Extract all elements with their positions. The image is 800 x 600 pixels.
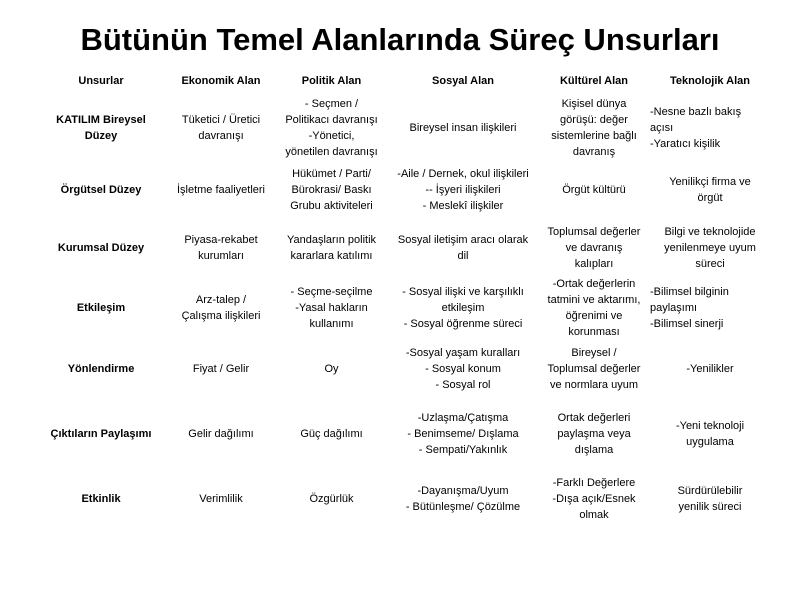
header-teknolojik-alan: Teknolojik Alan (669, 75, 751, 87)
table-cell: -Uzlaşma/Çatışma - Benimseme/ Dışlama - Sempati/Yakınlık (407, 412, 519, 456)
table-cell: -Dayanışma/Uyum - Bütünleşme/ Çözülme (405, 485, 521, 513)
table-cell: Verimlilik (199, 493, 243, 505)
table-cell: -Nesne bazlı bakış açısı -Yaratıcı kişilik (650, 106, 742, 150)
table-cell: -Farklı Değerlere -Dışa açık/Esnek olmak (552, 477, 636, 521)
table-row (35, 220, 770, 276)
row-label: Çıktıların Paylaşımı (50, 428, 152, 440)
table-cell: Toplumsal değerler ve davranış kalıpları (547, 226, 641, 270)
table-cell: Örgüt kültürü (562, 184, 626, 196)
table-row (35, 340, 770, 398)
table-cell: -Ortak değerlerin tatmini ve aktarımı, öğrenimi ve korunması (547, 278, 641, 338)
header-sosyal-alan: Sosyal Alan (432, 75, 494, 87)
table-cell: Piyasa-rekabet kurumları (184, 234, 258, 262)
table-row (35, 470, 770, 528)
table-cell: - Seçme-seçilme -Yasal hakların kullanımı (290, 286, 373, 330)
row-label: Kurumsal Düzey (57, 242, 145, 254)
table-cell: Fiyat / Gelir (192, 363, 250, 375)
table-cell: İşletme faaliyetleri (176, 184, 266, 196)
row-label: KATILIM Bireysel Düzey (56, 114, 146, 142)
table-row (35, 398, 770, 470)
table-cell: Yenilikçi firma ve örgüt (669, 176, 751, 204)
table-cell: Bilgi ve teknolojide yenilenmeye uyum süreci (664, 226, 756, 270)
row-label: Örgütsel Düzey (60, 184, 142, 196)
header-politik-alan: Politik Alan (301, 75, 362, 87)
table-cell: -Aile / Dernek, okul ilişkileri -- İşyeri ilişkileri - Meslekî ilişkiler (397, 168, 529, 212)
table-cell: -Sosyal yaşam kuralları - Sosyal konum - Sosyal rol (405, 347, 521, 391)
table-cell: - Sosyal ilişki ve karşılıklı etkileşim - Sosyal öğrenme süreci (402, 286, 524, 330)
table-cell: -Yeni teknoloji uygulama (675, 420, 745, 448)
table-cell: Güç dağılımı (300, 428, 363, 440)
table-cell: Bireysel / Toplumsal değerler ve normlara uyum (547, 347, 641, 391)
table-row (35, 96, 770, 160)
table-cell: -Yenilikler (686, 363, 734, 375)
table-cell: Özgürlük (309, 493, 354, 505)
table-cell: Gelir dağılımı (188, 428, 254, 440)
table-cell: -Bilimsel bilginin paylaşımı -Bilimsel sinerji (650, 286, 729, 330)
table-cell: Ortak değerleri paylaşma veya dışlama (557, 412, 631, 456)
table-cell: Tüketici / Üretici davranışı (181, 114, 261, 142)
table-cell: Sürdürülebilir yenilik süreci (677, 485, 743, 513)
row-label: Etkinlik (81, 493, 121, 505)
process-elements-table (35, 66, 770, 528)
table-cell: Sosyal iletişim aracı olarak dil (397, 234, 529, 262)
table-row (35, 276, 770, 340)
table-cell: Arz-talep / Çalışma ilişkileri (181, 294, 261, 322)
row-label: Etkileşim (76, 302, 126, 314)
table-cell: - Seçmen / Politikacı davranışı -Yönetici, yönetilen davranışı (285, 98, 378, 158)
header-kulturel-alan: Kültürel Alan (559, 75, 629, 87)
row-label: Yönlendirme (67, 363, 135, 375)
header-ekonomik-alan: Ekonomik Alan (181, 75, 261, 87)
table-cell: Bireysel insan ilişkileri (409, 122, 517, 134)
table-cell: Oy (324, 363, 339, 375)
table-row (35, 160, 770, 220)
table-cell: Yandaşların politik kararlara katılımı (286, 234, 377, 262)
table-cell: Hükümet / Parti/ Bürokrasi/ Baskı Grubu aktiviteleri (290, 168, 373, 212)
table-header-row (35, 66, 770, 96)
table-cell: Kişisel dünya görüşü: değer sistemlerine bağlı davranış (551, 98, 637, 158)
header-unsurlar: Unsurlar (78, 75, 124, 87)
slide-title: Bütünün Temel Alanlarında Süreç Unsurları (80, 22, 720, 57)
